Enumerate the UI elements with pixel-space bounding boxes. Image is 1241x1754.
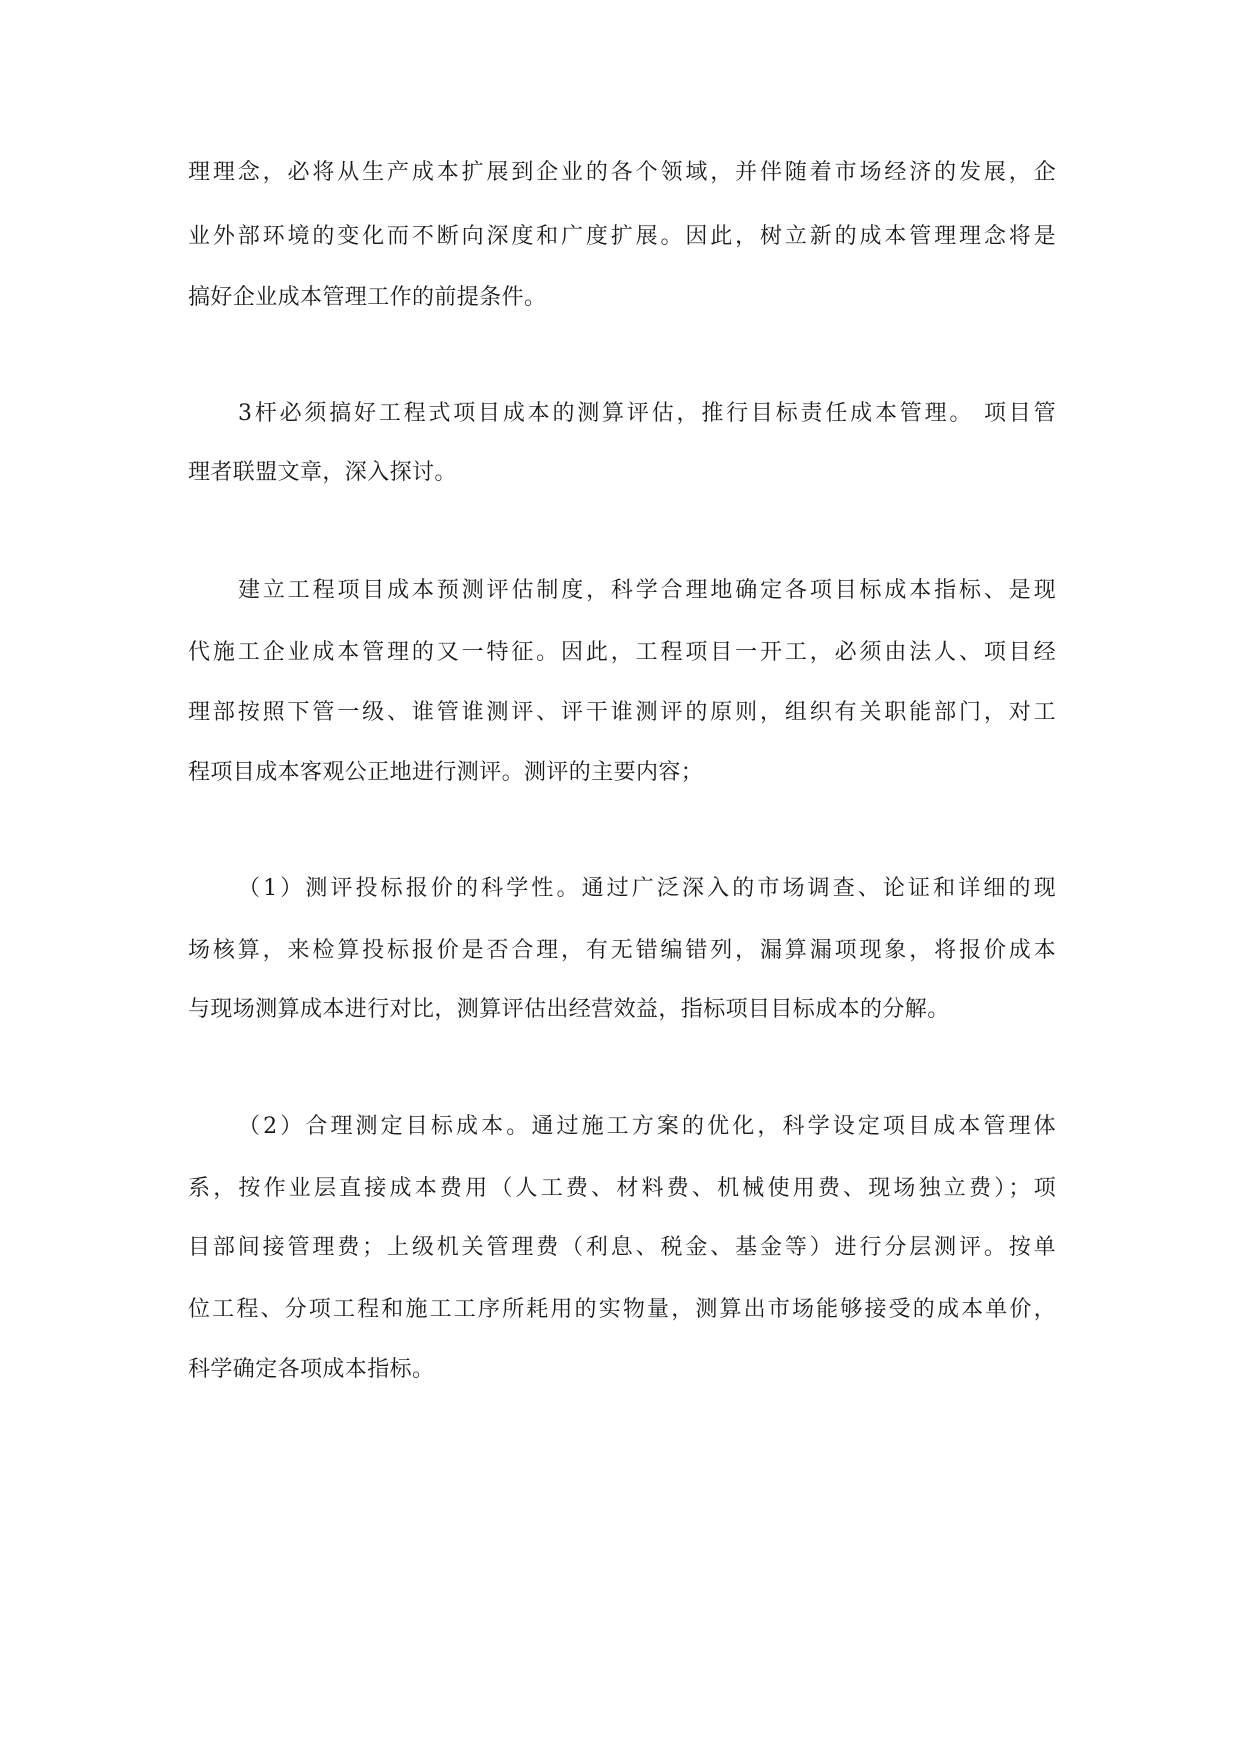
text-line: （2）合理测定目标成本。通过施工方案的优化，科学设定项目成本管理体 (238, 1114, 1056, 1139)
text-line: 理者联盟文章，深入探讨。 (188, 460, 457, 485)
text-line: 代施工企业成本管理的又一特征。因此，工程项目一开工，必须由法人、项目经 (188, 640, 1056, 665)
text-line: 科学确定各项成本指标。 (188, 1357, 435, 1382)
text-line: 业外部环境的变化而不断向深度和广度扩展。因此，树立新的成本管理理念将是 (188, 224, 1056, 249)
text-line: （1）测评投标报价的科学性。通过广泛深入的市场调查、论证和详细的现 (238, 876, 1056, 901)
text-line: 位工程、分项工程和施工工序所耗用的实物量，测算出市场能够接受的成本单价， (188, 1297, 1056, 1322)
text-line: 建立工程项目成本预测评估制度，科学合理地确定各项目标成本指标、是现 (238, 578, 1056, 603)
text-line: 3杆必须搞好工程式项目成本的测算评估，推行目标责任成本管理。 项目管 (238, 401, 1056, 426)
text-line: 理部按照下管一级、谁管谁测评、评干谁测评的原则，组织有关职能部门，对工 (188, 700, 1056, 725)
text-line: 程项目成本客观公正地进行测评。测评的主要内容； (188, 760, 704, 785)
text-line: 搞好企业成本管理工作的前提条件。 (188, 285, 547, 310)
text-line: 目部间接管理费；上级机关管理费（利息、税金、基金等）进行分层测评。按单 (188, 1235, 1056, 1260)
text-line: 场核算，来检算投标报价是否合理，有无错编错列，漏算漏项现象，将报价成本 (188, 938, 1056, 963)
text-line: 理理念，必将从生产成本扩展到企业的各个领域，并伴随着市场经济的发展，企 (188, 160, 1056, 185)
text-line: 系，按作业层直接成本费用（人工费、材料费、机械使用费、现场独立费）；项 (188, 1176, 1056, 1201)
text-line: 与现场测算成本进行对比，测算评估出经营效益，指标项目目标成本的分解。 (188, 997, 950, 1022)
